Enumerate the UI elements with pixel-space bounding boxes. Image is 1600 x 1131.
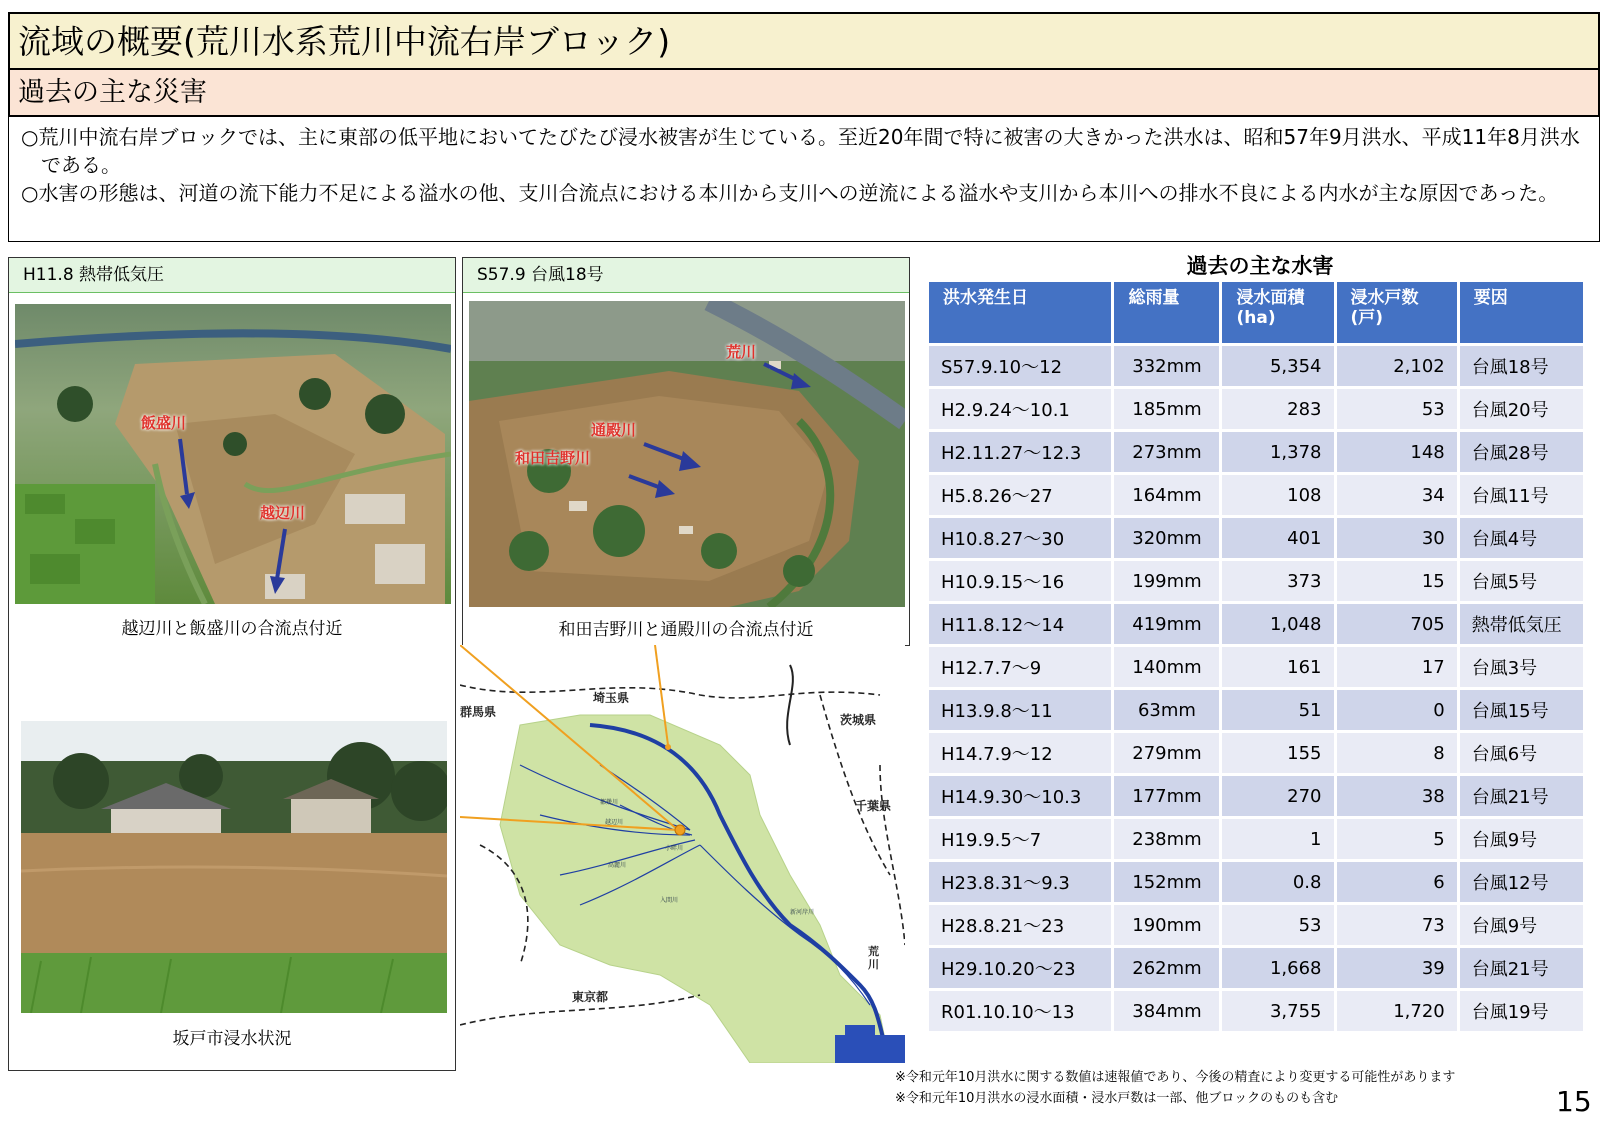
map-label-shingashigawa: 新河岸川 xyxy=(790,909,815,916)
cell-cause: 台風9号 xyxy=(1460,819,1583,859)
cell-date: H28.8.21～23 xyxy=(929,905,1111,945)
cell-cause: 台風21号 xyxy=(1460,948,1583,988)
cell-houses: 17 xyxy=(1337,647,1457,687)
cell-houses: 8 xyxy=(1337,733,1457,773)
cell-date: H2.9.24～10.1 xyxy=(929,389,1111,429)
cell-date: H13.9.8～11 xyxy=(929,690,1111,730)
cell-area: 270 xyxy=(1222,776,1333,816)
cell-area: 3,755 xyxy=(1222,991,1333,1031)
col-header-date: 洪水発生日 xyxy=(929,282,1111,343)
cell-date: H10.9.15～16 xyxy=(929,561,1111,601)
cell-area: 283 xyxy=(1222,389,1333,429)
section-subtitle: 過去の主な災害 xyxy=(8,70,1600,117)
cell-houses: 38 xyxy=(1337,776,1457,816)
cell-houses: 6 xyxy=(1337,862,1457,902)
photo-label-tsudono: 通殿川 xyxy=(591,421,637,439)
page-number: 15 xyxy=(1556,1085,1592,1118)
page-title: 流域の概要(荒川水系荒川中流右岸ブロック) xyxy=(8,12,1600,70)
cell-cause: 台風6号 xyxy=(1460,733,1583,773)
map-label-chiba: 千葉県 xyxy=(855,799,892,813)
col-header-cause: 要因 xyxy=(1460,282,1583,343)
photo-label-arakawa: 荒川 xyxy=(726,343,757,361)
cell-houses: 39 xyxy=(1337,948,1457,988)
cell-cause: 台風12号 xyxy=(1460,862,1583,902)
cell-rainfall: 384mm xyxy=(1114,991,1219,1031)
map-label-tokyo: 東京都 xyxy=(572,990,609,1004)
cell-houses: 73 xyxy=(1337,905,1457,945)
table-row xyxy=(929,604,1583,644)
cell-houses: 30 xyxy=(1337,518,1457,558)
cell-cause: 台風15号 xyxy=(1460,690,1583,730)
col-header-area: 浸水面積 (ha) xyxy=(1222,282,1333,343)
cell-date: H23.8.31～9.3 xyxy=(929,862,1111,902)
photo-caption-3: 和田吉野川と通殿川の合流点付近 xyxy=(558,620,814,640)
cell-rainfall: 279mm xyxy=(1114,733,1219,773)
table-header-row xyxy=(929,282,1583,343)
table-row xyxy=(929,690,1583,730)
map-label-ibaraki: 茨城県 xyxy=(840,713,877,727)
note-2: ※令和元年10月洪水の浸水面積・浸水戸数は一部、他ブロックのものも含む xyxy=(895,1091,1339,1106)
cell-rainfall: 332mm xyxy=(1114,346,1219,386)
cell-date: H11.8.12～14 xyxy=(929,604,1111,644)
cell-houses: 5 xyxy=(1337,819,1457,859)
table-row xyxy=(929,733,1583,773)
cell-date: H14.9.30～10.3 xyxy=(929,776,1111,816)
photo-panel-h11 xyxy=(8,257,456,1071)
photo-panel-s57 xyxy=(462,257,910,646)
map-label-gunma: 群馬県 xyxy=(460,705,497,719)
cell-cause: 熱帯低気圧 xyxy=(1460,604,1583,644)
table-row xyxy=(929,776,1583,816)
cell-area: 1,048 xyxy=(1222,604,1333,644)
cell-cause: 台風18号 xyxy=(1460,346,1583,386)
photo-label-koppe: 越辺川 xyxy=(260,504,306,522)
table-row xyxy=(929,432,1583,472)
map-label-irumagawa: 入間川 xyxy=(660,897,679,904)
table-row xyxy=(929,991,1583,1031)
col-header-houses: 浸水戸数 (戸) xyxy=(1337,282,1457,343)
aerial-photo-koppe-imori xyxy=(15,304,451,604)
table-title: 過去の主な水害 xyxy=(1186,254,1334,278)
cell-date: H12.7.7～9 xyxy=(929,647,1111,687)
cell-date: H19.9.5～7 xyxy=(929,819,1111,859)
cell-cause: 台風3号 xyxy=(1460,647,1583,687)
cell-rainfall: 262mm xyxy=(1114,948,1219,988)
note-1: ※令和元年10月洪水に関する数値は速報値であり、今後の精査により変更する可能性があります xyxy=(895,1070,1456,1085)
map-label-tokigawa: 都幾川 xyxy=(600,799,619,806)
map-label-koazegawa: 小畔川 xyxy=(665,845,684,852)
photo-caption-2: 坂戸市浸水状況 xyxy=(172,1029,292,1049)
flood-history-table xyxy=(926,279,1586,1034)
cell-date: H14.7.9～12 xyxy=(929,733,1111,773)
cell-area: 0.8 xyxy=(1222,862,1333,902)
table-row xyxy=(929,948,1583,988)
cell-houses: 0 xyxy=(1337,690,1457,730)
col-header-rainfall: 総雨量 xyxy=(1114,282,1219,343)
table-notes xyxy=(895,1067,1595,1109)
cell-area: 155 xyxy=(1222,733,1333,773)
panel-header-h11: H11.8 熱帯低気圧 xyxy=(9,258,455,293)
cell-houses: 705 xyxy=(1337,604,1457,644)
table-row xyxy=(929,905,1583,945)
cell-cause: 台風9号 xyxy=(1460,905,1583,945)
cell-date: H5.8.26～27 xyxy=(929,475,1111,515)
cell-cause: 台風20号 xyxy=(1460,389,1583,429)
summary-box xyxy=(8,117,1600,242)
cell-cause: 台風21号 xyxy=(1460,776,1583,816)
table-row xyxy=(929,862,1583,902)
cell-rainfall: 419mm xyxy=(1114,604,1219,644)
location-map xyxy=(460,645,905,1063)
cell-houses: 1,720 xyxy=(1337,991,1457,1031)
map-label-komagawa: 高麗川 xyxy=(608,862,627,869)
cell-houses: 15 xyxy=(1337,561,1457,601)
cell-cause: 台風19号 xyxy=(1460,991,1583,1031)
cell-cause: 台風28号 xyxy=(1460,432,1583,472)
summary-bullet-2: ○水害の形態は、河道の流下能力不足による溢水の他、支川合流点における本川から支川への逆流による溢水や支川から本川への排水不良による内水が主な原因であった。 xyxy=(21,181,1559,205)
table-row xyxy=(929,561,1583,601)
cell-area: 51 xyxy=(1222,690,1333,730)
table-row xyxy=(929,819,1583,859)
photo-label-imori: 飯盛川 xyxy=(141,414,187,432)
cell-area: 401 xyxy=(1222,518,1333,558)
cell-houses: 148 xyxy=(1337,432,1457,472)
cell-rainfall: 140mm xyxy=(1114,647,1219,687)
cell-rainfall: 320mm xyxy=(1114,518,1219,558)
cell-area: 1,378 xyxy=(1222,432,1333,472)
table-row xyxy=(929,518,1583,558)
cell-date: H2.11.27～12.3 xyxy=(929,432,1111,472)
cell-area: 53 xyxy=(1222,905,1333,945)
cell-area: 1,668 xyxy=(1222,948,1333,988)
cell-rainfall: 199mm xyxy=(1114,561,1219,601)
cell-rainfall: 152mm xyxy=(1114,862,1219,902)
aerial-photo-wadayoshino xyxy=(469,301,905,607)
cell-houses: 53 xyxy=(1337,389,1457,429)
cell-cause: 台風4号 xyxy=(1460,518,1583,558)
cell-date: R01.10.10～13 xyxy=(929,991,1111,1031)
cell-rainfall: 190mm xyxy=(1114,905,1219,945)
panel-header-s57: S57.9 台風18号 xyxy=(463,258,909,293)
cell-area: 161 xyxy=(1222,647,1333,687)
cell-date: H10.8.27～30 xyxy=(929,518,1111,558)
photo-caption-1: 越辺川と飯盛川の合流点付近 xyxy=(121,619,343,639)
cell-date: H29.10.20～23 xyxy=(929,948,1111,988)
map-label-koppegawa: 越辺川 xyxy=(605,819,624,826)
photo-label-wadayoshino: 和田吉野川 xyxy=(515,449,591,467)
cell-rainfall: 164mm xyxy=(1114,475,1219,515)
cell-area: 5,354 xyxy=(1222,346,1333,386)
map-label-saitama: 埼玉県 xyxy=(593,691,630,705)
cell-houses: 34 xyxy=(1337,475,1457,515)
cell-rainfall: 273mm xyxy=(1114,432,1219,472)
cell-rainfall: 185mm xyxy=(1114,389,1219,429)
cell-rainfall: 177mm xyxy=(1114,776,1219,816)
cell-houses: 2,102 xyxy=(1337,346,1457,386)
cell-rainfall: 238mm xyxy=(1114,819,1219,859)
photo-sakado-flood xyxy=(21,721,447,1013)
table-row xyxy=(929,389,1583,429)
cell-area: 373 xyxy=(1222,561,1333,601)
cell-area: 1 xyxy=(1222,819,1333,859)
cell-date: S57.9.10～12 xyxy=(929,346,1111,386)
summary-bullet-1: ○荒川中流右岸ブロックでは、主に東部の低平地においてたびたび浸水被害が生じている。至近20年間で特に被害の大きかった洪水は、昭和57年9月洪水、平成11年8月洪水である。 xyxy=(21,125,1580,177)
cell-cause: 台風11号 xyxy=(1460,475,1583,515)
table-row xyxy=(929,346,1583,386)
cell-cause: 台風5号 xyxy=(1460,561,1583,601)
cell-rainfall: 63mm xyxy=(1114,690,1219,730)
map-label-arakawa: 荒川 xyxy=(868,945,879,971)
table-row xyxy=(929,475,1583,515)
cell-area: 108 xyxy=(1222,475,1333,515)
table-row xyxy=(929,647,1583,687)
